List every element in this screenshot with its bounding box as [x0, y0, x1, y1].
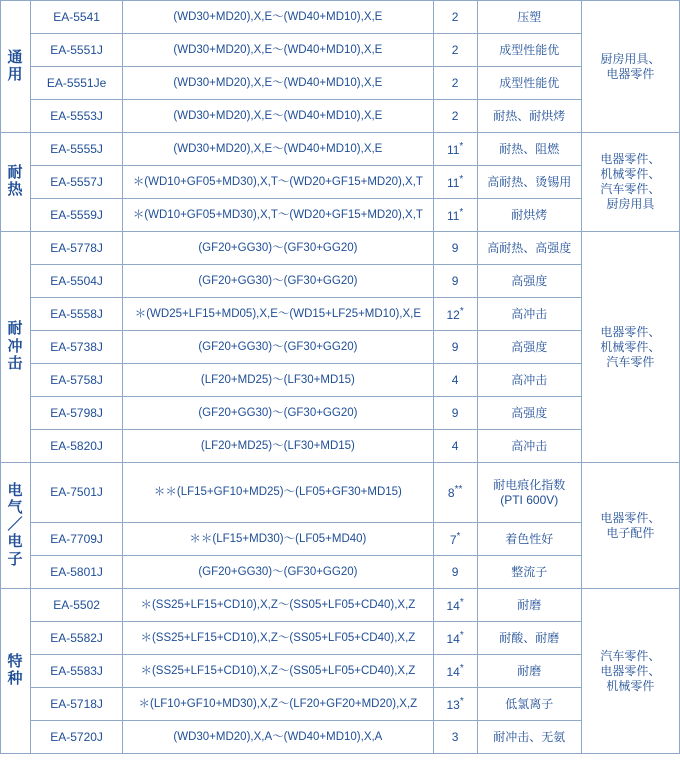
category-label: 耐 热 [7, 164, 24, 199]
application-cell [581, 463, 679, 589]
category-label: 耐 冲 击 [7, 320, 24, 372]
composition-cell: (GF20+GG30)～(GF30+GG20) [123, 232, 433, 265]
application-line: 厨房用具 [606, 197, 655, 211]
composition-cell: (WD30+MD20),X,E～(WD40+MD10),X,E [123, 1, 433, 34]
number-cell: 2 [433, 67, 477, 100]
number-cell: 3 [433, 721, 477, 754]
table-row [1, 34, 680, 67]
number-cell: 11* [433, 133, 477, 166]
category-cell [1, 232, 31, 463]
table-row [1, 1, 680, 34]
table-row [1, 430, 680, 463]
application-line: 汽车零件、 [600, 648, 661, 663]
table-row [1, 331, 680, 364]
number-cell: 2 [433, 1, 477, 34]
number-cell: 11* [433, 166, 477, 199]
composition-cell: ＊(SS25+LF15+CD10),X,Z～(SS05+LF05+CD40),X,Z [123, 655, 433, 688]
grade-cell: EA-7709J [31, 523, 123, 556]
composition-cell: (GF20+GG30)～(GF30+GG20) [123, 331, 433, 364]
number-cell: 7* [433, 523, 477, 556]
grade-cell: EA-5798J [31, 397, 123, 430]
table-row [1, 364, 680, 397]
table-row [1, 298, 680, 331]
application-line: 厨房用具、 [600, 51, 661, 66]
grade-cell: EA-5820J [31, 430, 123, 463]
number-cell: 2 [433, 100, 477, 133]
grade-cell: EA-5502 [31, 589, 123, 622]
number-cell: 13* [433, 688, 477, 721]
category-label: 通 用 [7, 48, 24, 83]
table-row [1, 133, 680, 166]
feature-cell: 着色性好 [477, 523, 581, 556]
feature-cell: 耐酸、耐磨 [477, 622, 581, 655]
application-line: 电器零件、 [600, 152, 661, 166]
table-row [1, 67, 680, 100]
table-row [1, 589, 680, 622]
number-cell: 2 [433, 34, 477, 67]
table-body [1, 1, 680, 754]
composition-cell: (WD30+MD20),X,A～(WD40+MD10),X,A [123, 721, 433, 754]
composition-cell: (LF20+MD25)～(LF30+MD15) [123, 430, 433, 463]
feature-cell: 高冲击 [477, 298, 581, 331]
grade-cell: EA-5778J [31, 232, 123, 265]
feature-cell: 耐电痕化指数 (PTI 600V) [477, 463, 581, 523]
number-cell: 4 [433, 364, 477, 397]
table-row [1, 100, 680, 133]
feature-cell: 整流子 [477, 556, 581, 589]
application-line: 电器零件 [606, 66, 655, 81]
feature-cell: 高耐热、高强度 [477, 232, 581, 265]
feature-cell: 耐热、阻燃 [477, 133, 581, 166]
number-cell: 9 [433, 331, 477, 364]
grade-cell: EA-5557J [31, 166, 123, 199]
application-line: 电器零件、 [600, 324, 661, 339]
category-label: 特 种 [7, 653, 24, 688]
feature-cell: 低氯离子 [477, 688, 581, 721]
composition-cell: (WD30+MD20),X,E～(WD40+MD10),X,E [123, 100, 433, 133]
table-row [1, 721, 680, 754]
table-row [1, 523, 680, 556]
grade-cell: EA-5504J [31, 265, 123, 298]
application-line: 电器零件、 [600, 663, 661, 678]
application-line: 机械零件 [606, 678, 655, 693]
category-cell [1, 463, 31, 589]
grade-cell: EA-5720J [31, 721, 123, 754]
application-cell [581, 232, 679, 463]
number-cell: 4 [433, 430, 477, 463]
feature-cell: 耐冲击、无氨 [477, 721, 581, 754]
composition-cell: ＊(WD25+LF15+MD05),X,E～(WD15+LF25+MD10),X,E [123, 298, 433, 331]
composition-cell: ＊(WD10+GF05+MD30),X,T～(WD20+GF15+MD20),X,T [123, 166, 433, 199]
grade-cell: EA-5551J [31, 34, 123, 67]
composition-cell: ＊(WD10+GF05+MD30),X,T～(WD20+GF15+MD20),X,T [123, 199, 433, 232]
feature-cell: 高强度 [477, 397, 581, 430]
category-cell [1, 1, 31, 133]
number-cell: 8** [433, 463, 477, 523]
composition-cell: (WD30+MD20),X,E～(WD40+MD10),X,E [123, 67, 433, 100]
application-cell [581, 133, 679, 232]
feature-cell: 高耐热、烫锡用 [477, 166, 581, 199]
grade-cell: EA-5758J [31, 364, 123, 397]
number-cell: 11* [433, 199, 477, 232]
category-cell [1, 133, 31, 232]
feature-cell: 成型性能优 [477, 67, 581, 100]
number-cell: 9 [433, 232, 477, 265]
feature-cell: 高强度 [477, 331, 581, 364]
grade-cell: EA-5553J [31, 100, 123, 133]
application-line: 电子配件 [606, 525, 655, 540]
composition-cell: ＊＊(LF15+MD30)～(LF05+MD40) [123, 523, 433, 556]
grade-cell: EA-5559J [31, 199, 123, 232]
table-row [1, 655, 680, 688]
feature-cell: 压塑 [477, 1, 581, 34]
application-line: 机械零件、 [600, 167, 661, 181]
table-row [1, 166, 680, 199]
composition-cell: (WD30+MD20),X,E～(WD40+MD10),X,E [123, 34, 433, 67]
application-line: 机械零件、 [600, 339, 661, 354]
grade-cell: EA-5583J [31, 655, 123, 688]
grade-cell: EA-5541 [31, 1, 123, 34]
feature-cell: 成型性能优 [477, 34, 581, 67]
grade-cell: EA-5558J [31, 298, 123, 331]
category-label: 电 气 ／ 电 子 [7, 481, 24, 568]
grade-cell: EA-5551Je [31, 67, 123, 100]
composition-cell: (WD30+MD20),X,E～(WD40+MD10),X,E [123, 133, 433, 166]
grade-cell: EA-5801J [31, 556, 123, 589]
table-row [1, 688, 680, 721]
application-line: 汽车零件、 [600, 182, 661, 196]
composition-cell: ＊(SS25+LF15+CD10),X,Z～(SS05+LF05+CD40),X,Z [123, 589, 433, 622]
number-cell: 14* [433, 655, 477, 688]
composition-cell: (GF20+GG30)～(GF30+GG20) [123, 397, 433, 430]
grade-cell: EA-5555J [31, 133, 123, 166]
composition-cell: (GF20+GG30)～(GF30+GG20) [123, 556, 433, 589]
application-cell [581, 1, 679, 133]
table-row [1, 622, 680, 655]
feature-cell: 耐热、耐烘烤 [477, 100, 581, 133]
grade-cell: EA-5738J [31, 331, 123, 364]
table-row [1, 199, 680, 232]
application-line: 汽车零件 [606, 354, 655, 369]
grade-cell: EA-5718J [31, 688, 123, 721]
table-row [1, 232, 680, 265]
grade-cell: EA-7501J [31, 463, 123, 523]
number-cell: 9 [433, 556, 477, 589]
feature-cell: 耐磨 [477, 655, 581, 688]
table-row [1, 265, 680, 298]
number-cell: 14* [433, 589, 477, 622]
table-row [1, 463, 680, 523]
number-cell: 14* [433, 622, 477, 655]
application-cell [581, 589, 679, 754]
feature-cell: 高冲击 [477, 364, 581, 397]
grade-cell: EA-5582J [31, 622, 123, 655]
application-line: 电器零件、 [600, 510, 661, 525]
feature-cell: 耐磨 [477, 589, 581, 622]
composition-cell: ＊＊(LF15+GF10+MD25)～(LF05+GF30+MD15) [123, 463, 433, 523]
table-row [1, 397, 680, 430]
feature-cell: 耐烘烤 [477, 199, 581, 232]
category-cell [1, 589, 31, 754]
feature-cell: 高冲击 [477, 430, 581, 463]
composition-cell: (GF20+GG30)～(GF30+GG20) [123, 265, 433, 298]
number-cell: 9 [433, 265, 477, 298]
number-cell: 12* [433, 298, 477, 331]
number-cell: 9 [433, 397, 477, 430]
composition-cell: ＊(SS25+LF15+CD10),X,Z～(SS05+LF05+CD40),X,Z [123, 622, 433, 655]
feature-cell: 高强度 [477, 265, 581, 298]
composition-cell: ＊(LF10+GF10+MD30),X,Z～(LF20+GF20+MD20),X,Z [123, 688, 433, 721]
table-row [1, 556, 680, 589]
composition-cell: (LF20+MD25)～(LF30+MD15) [123, 364, 433, 397]
